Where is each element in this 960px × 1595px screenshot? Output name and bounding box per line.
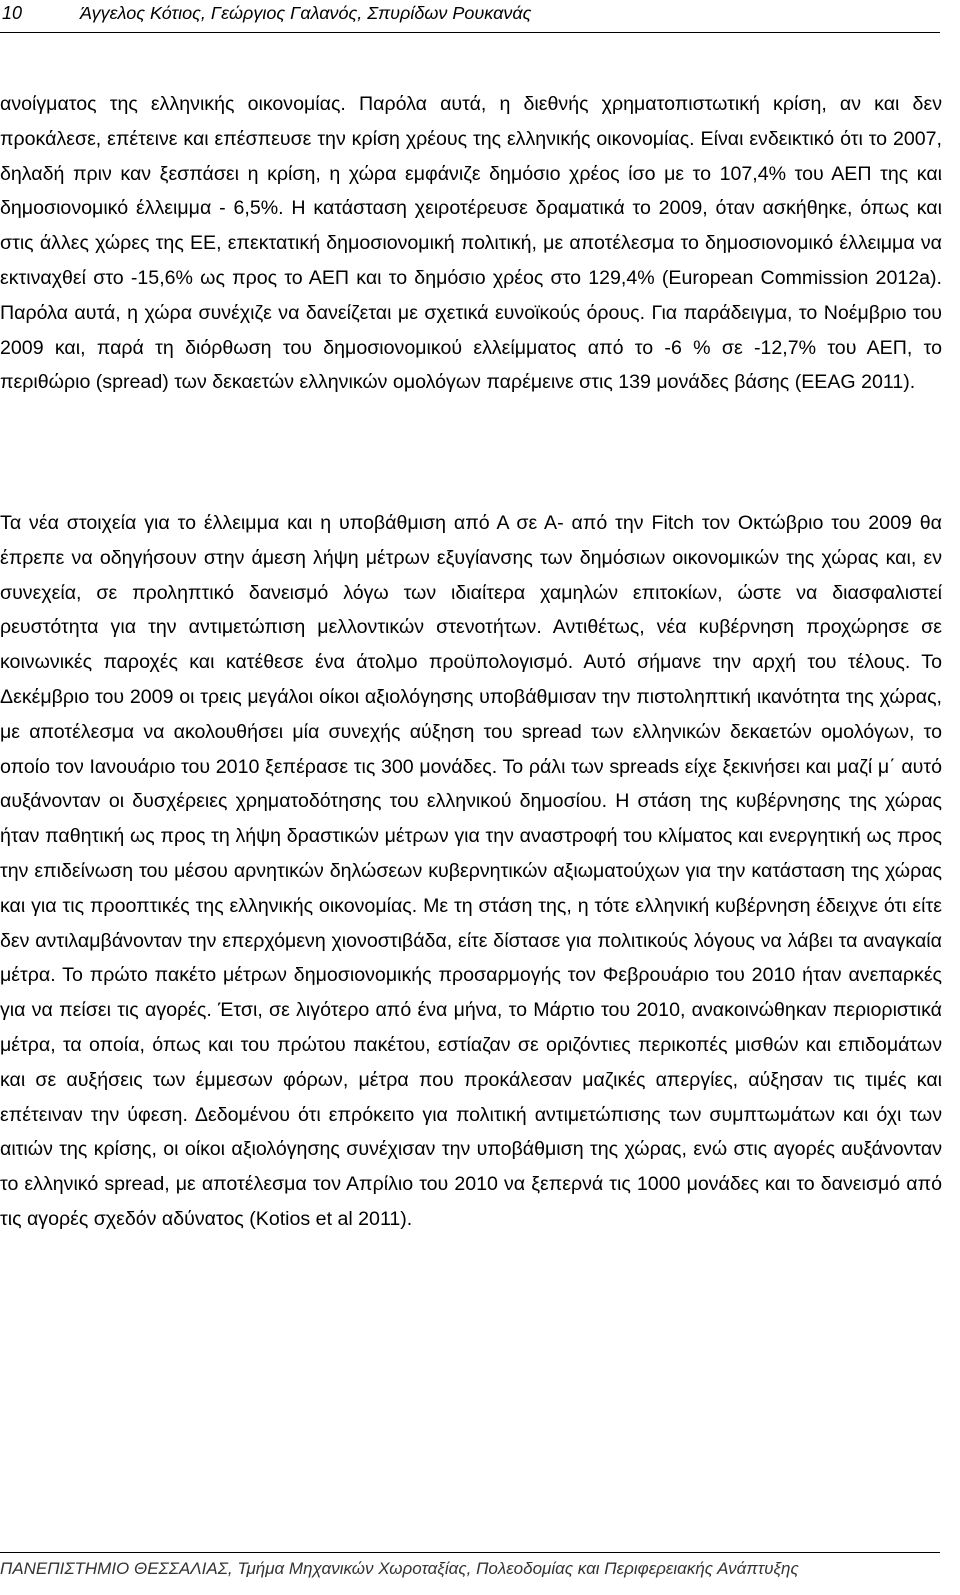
- page-header: [0, 0, 940, 33]
- body-paragraph-2: Τα νέα στοιχεία για το έλλειμμα και η υποβάθμιση από Α σε Α- από την Fitch τον Οκτώβριο του 2009 θα έπρεπε να οδηγήσουν στην άμεση λήψη μέτρων εξυγίανσης των δημόσιων οικονομικών της χώρας και, εν συνεχεία, σε προληπτικό δανεισμό λόγω των ιδιαίτερα χαμηλών επιτοκίων, ώστε να διασφαλιστεί ρευστότητα για την αντιμετώπιση μελλοντικών στενοτήτων. Αντιθέτως, νέα κυβέρνηση προχώρησε σε κοινωνικές παροχές και κατέθεσε ένα άτολμο προϋπολογισμό. Αυτό σήμανε την αρχή του τέλους. Το Δεκέμβριο του 2009 οι τρεις μεγάλοι οίκοι αξιολόγησης υποβάθμισαν την πιστοληπτική ικανότητα της χώρας, με αποτέλεσμα να ακολουθήσει μία συνεχής αύξηση του spread των ελληνικών δεκαετών ομολόγων, το οποίο τον Ιανουάριο του 2010 ξεπέρασε τις 300 μονάδες. Το ράλι των spreads είχε ξεκινήσει και μαζί μ΄ αυτό αυξάνονταν οι δυσχέρειες χρηματοδότησης του ελληνικού δημοσίου. Η στάση της κυβέρνησης της χώρας ήταν παθητική ως προς τη λήψη δραστικών μέτρων για την αναστροφή του κλίματος και ενεργητική ως προς την επιδείνωση του μέσου αρνητικών δηλώσεων κυβερνητικών αξιωματούχων για την κατάσταση της χώρας και για τις προοπτικές της ελληνικής οικονομίας. Με τη στάση της, η τότε ελληνική κυβέρνηση έδειχνε ότι είτε δεν αντιλαμβάνονταν την επερχόμενη χιονοστιβάδα, είτε δίστασε για πολιτικούς λόγους να λάβει τα αναγκαία μέτρα. Το πρώτο πακέτο μέτρων δημοσιονομικής προσαρμογής τον Φεβρουάριο του 2010 ήταν ανεπαρκές για να πείσει τις αγορές. Έτσι, σε λιγότερο από ένα μήνα, το Μάρτιο του 2010, ανακοινώθηκαν περιοριστικά μέτρα, τα οποία, όπως και του πρώτου πακέτου, εστίαζαν σε οριζόντιες περικοπές μισθών και επιδομάτων και σε αυξήσεις των έμμεσων φόρων, μέτρα που προκάλεσαν μαζικές απεργίες, αύξησαν τις τιμές και επέτειναν την ύφεση. Δεδομένου ότι επρόκειτο για πολιτική αντιμετώπισης των συμπτωμάτων και όχι των αιτιών της κρίσης, οι οίκοι αξιολόγησης συνέχισαν την υποβάθμιση της χώρας, ενώ στις αγορές αυξάνονταν το ελληνικό spread, με αποτέλεσμα τον Απρίλιο του 2010 να ξεπερνά τις 1000 μονάδες και το δανεισμό από τις αγορές σχεδόν αδύνατος (Kotios et al 2011).: [0, 512, 942, 1230]
- page-footer: [0, 1552, 940, 1578]
- body-paragraph-1: ανοίγματος της ελληνικής οικονομίας. Παρόλα αυτά, η διεθνής χρηματοπιστωτική κρίση, αν και δεν προκάλεσε, επέτεινε και επέσπευσε την κρίση χρέους της ελληνικής οικονομίας. Είναι ενδεικτικό ότι το 2007, δηλαδή πριν καν ξεσπάσει η κρίση, η χώρα εμφάνιζε δημόσιο χρέος ίσο με το 107,4% του ΑΕΠ της και δημοσιονομικό έλλειμμα - 6,5%. Η κατάσταση χειροτέρευσε δραματικά το 2009, όταν ασκήθηκε, όπως και στις άλλες χώρες της ΕΕ, επεκτατική δημοσιονομική πολιτική, με αποτέλεσμα το δημοσιονομικό έλλειμμα να εκτιναχθεί στο -15,6% ως προς το ΑΕΠ και το δημόσιο χρέος στο 129,4% (European Commission 2012a). Παρόλα αυτά, η χώρα συνέχιζε να δανείζεται με σχετικά ευνοϊκούς όρους. Για παράδειγμα, το Νοέμβριο του 2009 και, παρά τη διόρθωση του δημοσιονομικού ελλείμματος από το -6 % σε -12,7% του ΑΕΠ, το περιθώριο (spread) των δεκαετών ελληνικών ομολόγων παρέμεινε στις 139 μονάδες βάσης (EEAG 2011).: [0, 93, 942, 394]
- running-head-authors: Άγγελος Κότιος, Γεώργιος Γαλανός, Σπυρίδων Ρουκανάς: [80, 3, 532, 23]
- page-number: 10: [2, 3, 23, 23]
- footer-institution: ΠΑΝΕΠΙΣΤΗΜΙΟ ΘΕΣΣΑΛΙΑΣ, Τμήμα Μηχανικών Χωροταξίας, Πολεοδομίας και Περιφερειακής Ανάπτυξης: [0, 1559, 799, 1578]
